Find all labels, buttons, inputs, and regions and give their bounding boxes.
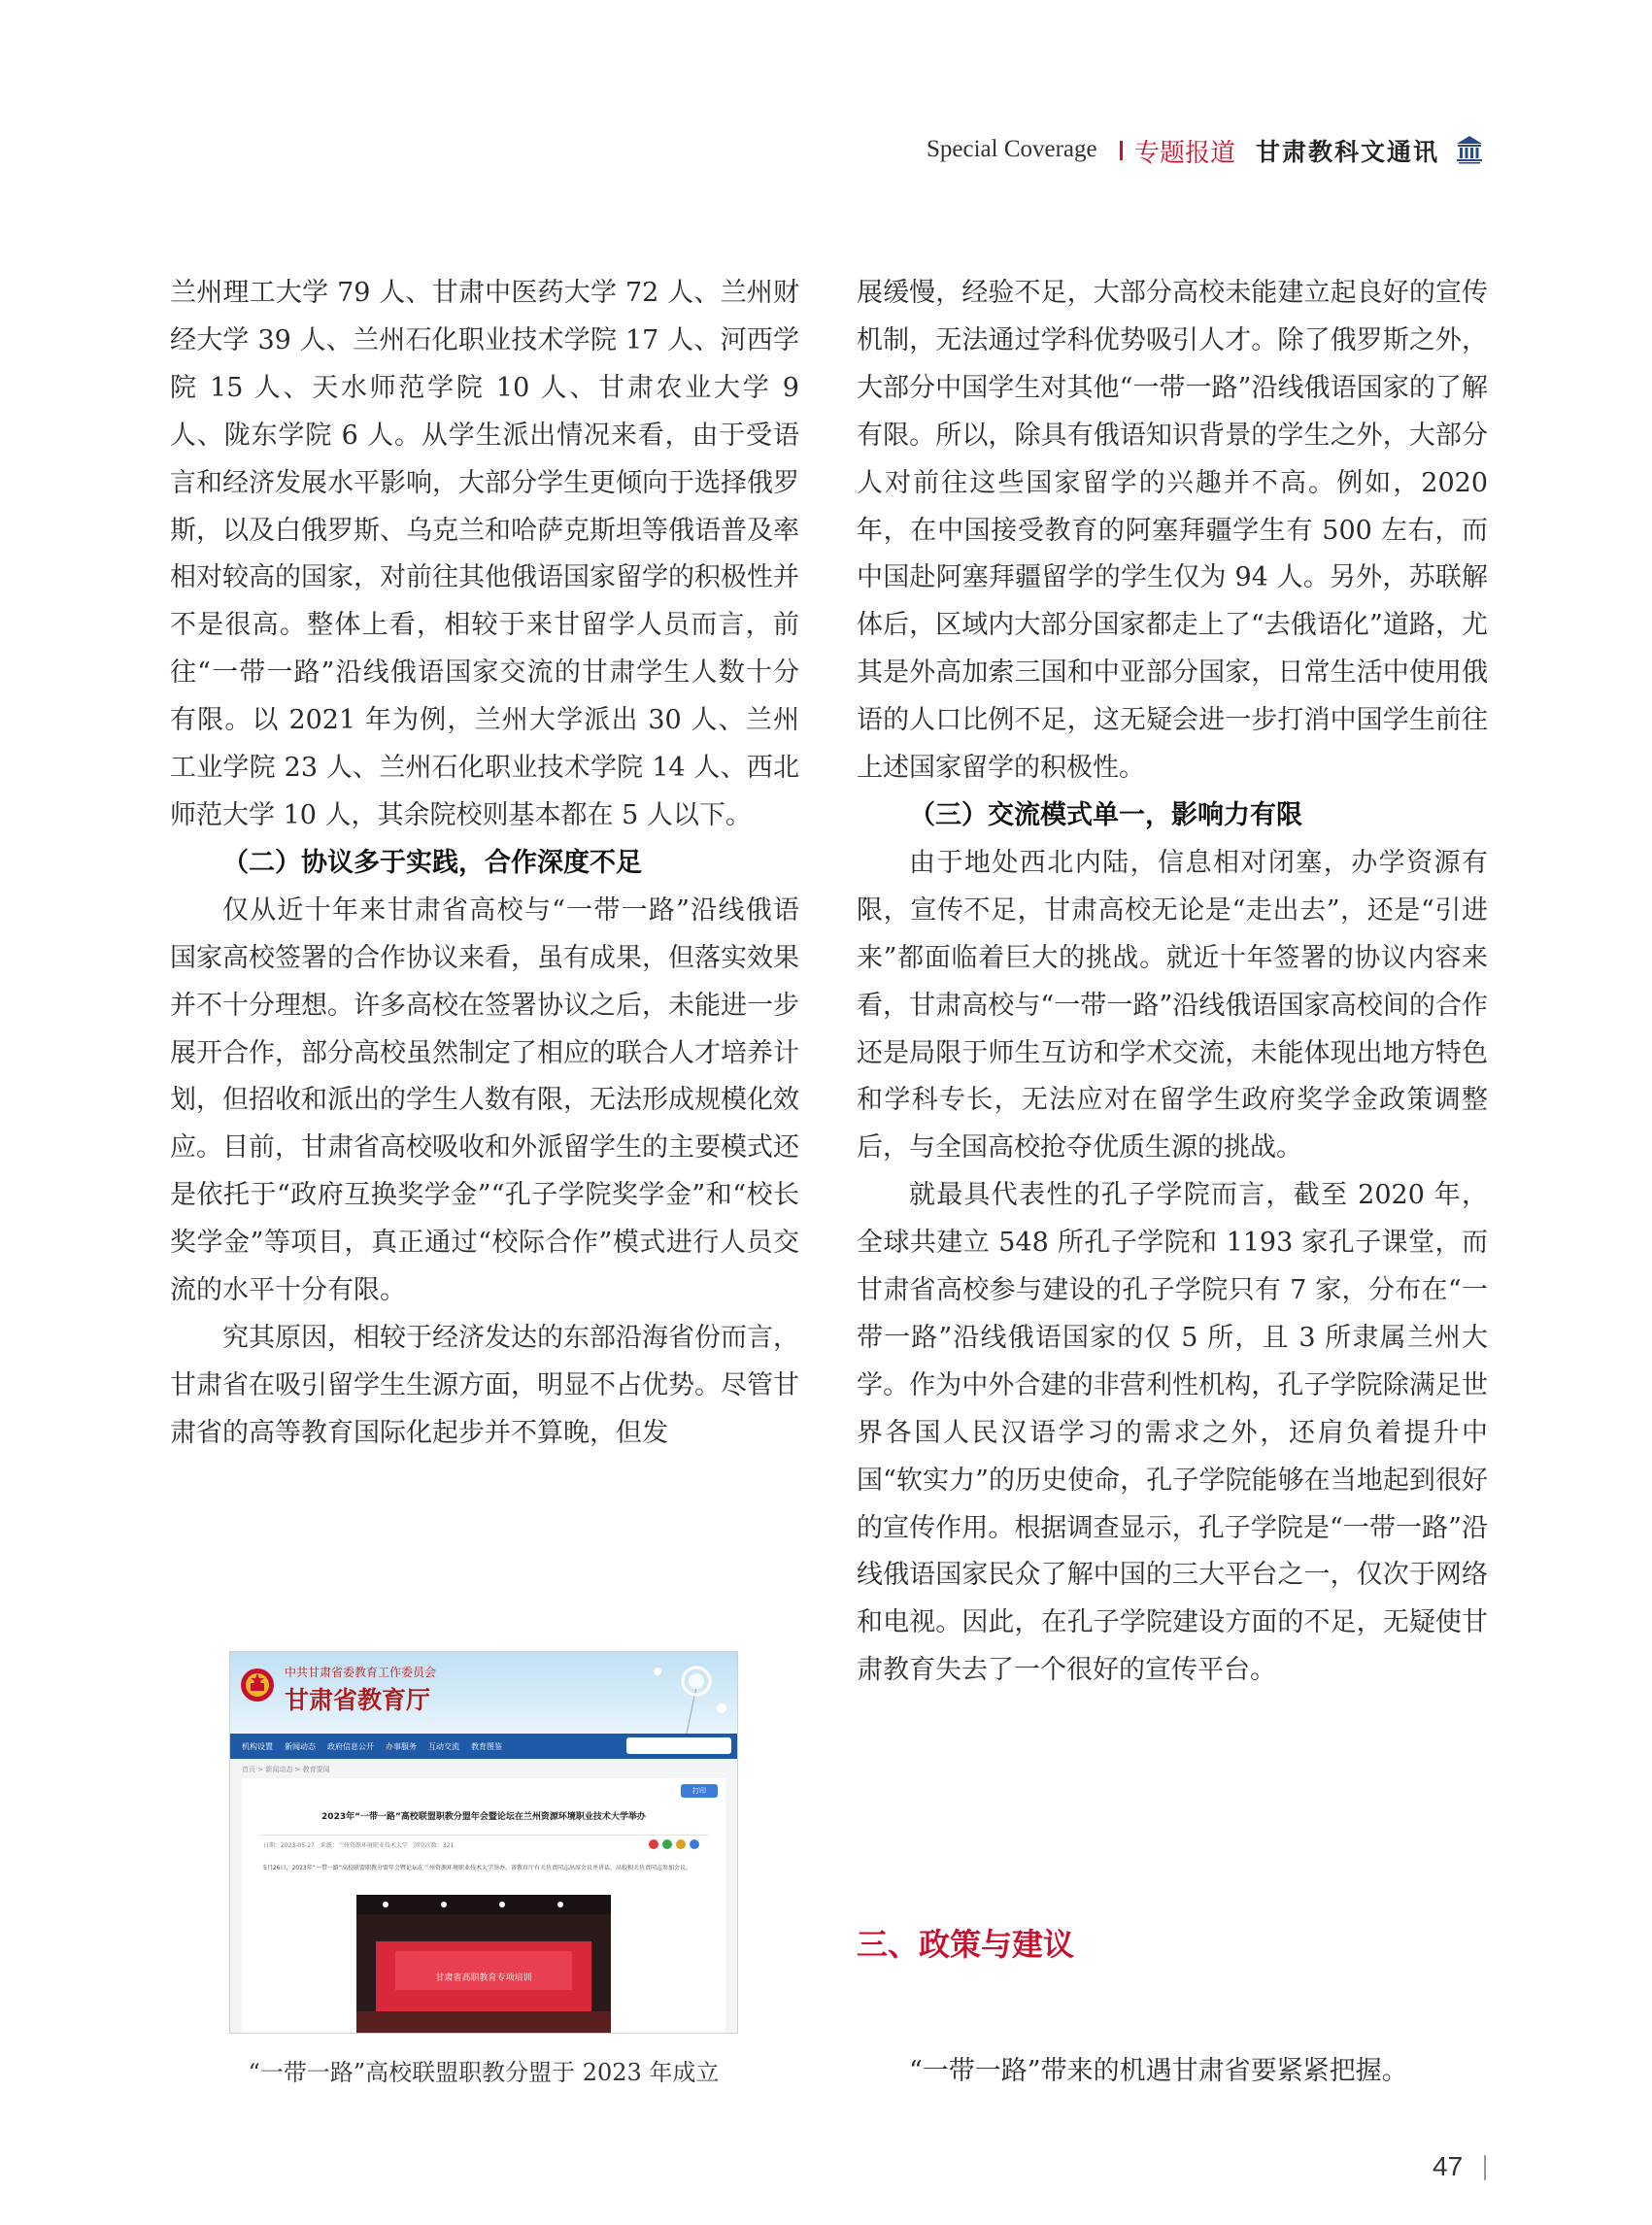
paragraph: “一带一路”带来的机遇甘肃省要紧紧把握。	[909, 2056, 1408, 2086]
event-photo	[356, 1895, 611, 2033]
share-icons	[648, 1838, 706, 1850]
search-icon: ⌕	[723, 1740, 727, 1749]
paragraph: 展缓慢，经验不足，大部分高校未能建立起良好的宣传机制，无法通过学科优势吸引人才。除了俄罗斯之外，大部分中国学生对其他“一带一路”沿线俄语国家的了解有限。所以，除具有俄语知识背景的学生之外，大部分人对前往这些国家留学的兴趣并不高。例如，2020 年，在中国接受教育的阿塞拜疆学生有 500 左右，而中国赴阿塞拜疆留学的学生仅为 94 人。另外，苏联解体后，区域内大部分国家都走上了“去俄语化”道路，尤其是外高加索三国和中亚部分国家，日常生活中使用俄语的人口比例不足，这无疑会进一步打消中国学生前往上述国家留学的积极性。	[857, 278, 1488, 784]
header-divider	[1120, 141, 1123, 160]
article-meta: 日期：2023-05-27 来源：兰州资源环境职业技术大学 浏览次数：321	[263, 1842, 455, 1849]
article-body: 5月26日，2023年“一带一路”高校联盟职教分盟年会暨论坛在兰州资源环境职业技术大学举办。省教育厅有关负责同志出席会议并讲话，高校相关负责同志参加会议。	[263, 1865, 691, 1871]
breadcrumb: 首页 > 新闻动态 > 教育要闻	[242, 1766, 330, 1773]
paragraph: 由于地处西北内陆，信息相对闭塞，办学资源有限，宣传不足，甘肃高校无论是“走出去”，还是“引进来”都面临着巨大的挑战。就近十年签署的协议内容来看，甘肃高校与“一带一路”沿线俄语国家高校间的合作还是局限于师生互访和学术交流，未能体现出地方特色和学科专长，无法应对在留学生政府奖学金政策调整后，与全国高校抢夺优质生源的挑战。	[857, 847, 1488, 1163]
paragraph: 兰州理工大学 79 人、甘肃中医药大学 72 人、兰州财经大学 39 人、兰州石化职业技术学院 17 人、河西学院 15 人、天水师范学院 10 人、甘肃农业大学 9 人、陇东学院 6 人。从学生派出情况来看，由于受语言和经济发展水平影响，大部分学生更倾向于选择俄罗斯，以及白俄罗斯、乌克兰和哈萨克斯坦等俄语普及率相对较高的国家，对前往其他俄语国家留学的积极性并不是很高。整体上看，相较于来甘留学人员而言，前往“一带一路”沿线俄语国家交流的甘肃学生人数十分有限。以 2021 年为例，兰州大学派出 30 人、兰州工业学院 23 人、兰州石化职业技术学院 14 人、西北师范大学 10 人，其余院校则基本都在 5 人以下。	[170, 278, 799, 830]
subsection-heading: （三）交流模式单一，影响力有限	[909, 799, 1302, 830]
article-page	[242, 1778, 725, 2033]
section-name-en: Special Coverage	[927, 136, 1097, 162]
nav-item: 互动交流	[428, 1741, 459, 1751]
site-nav-bar	[230, 1734, 737, 1759]
nav-item: 教育图鉴	[471, 1741, 502, 1751]
divider	[259, 1835, 708, 1836]
paragraph: 仅从近十年来甘肃省高校与“一带一路”沿线俄语国家高校签署的合作协议来看，虽有成果，但落实效果并不十分理想。许多高校在签署协议之后，未能进一步展开合作，部分高校虽然制定了相应的联合人才培养计划，但招收和派出的学生人数有限，无法形成规模化效应。目前，甘肃省高校吸收和外派留学生的主要模式还是依托于“政府互换奖学金”“孔子学院奖学金”和“校长奖学金”等项目，真正通过“校际合作”模式进行人员交流的水平十分有限。	[170, 894, 799, 1306]
event-photo-image	[356, 1895, 611, 2033]
publication-name: 甘肃教科文通讯	[1256, 138, 1440, 166]
paragraph: 究其原因，相较于经济发达的东部沿海省份而言，甘肃省在吸引留学生生源方面，明显不占优势。尽管甘肃省的高等教育国际化起步并不算晚，但发	[170, 1322, 799, 1448]
section-heading: 三、政策与建议	[857, 1926, 1075, 1963]
print-button: 打印	[681, 1784, 718, 1798]
nav-item: 机构设置	[242, 1741, 273, 1751]
page-number-bar	[1484, 2155, 1486, 2180]
national-emblem-icon	[238, 1662, 277, 1710]
page-number: 47	[1433, 2151, 1464, 2181]
page-header	[0, 132, 1652, 171]
nav-item: 新闻动态	[285, 1741, 316, 1751]
search-placeholder: 请输入搜索关键字	[644, 1741, 706, 1750]
figure-caption: “一带一路”高校联盟职教分盟于 2023 年成立	[248, 2059, 720, 2086]
section-name-cn: 专题报道	[1134, 139, 1236, 168]
site-search-box	[626, 1737, 731, 1754]
paragraph: 就最具代表性的孔子学院而言，截至 2020 年，全球共建立 548 所孔子学院和 1193 家孔子课堂，而甘肃省高校参与建设的孔子学院只有 7 家，分布在“一带一路”沿线俄语国家的仅 5 所，且 3 所隶属兰州大学。作为中外合建的非营利性机构，孔子学院除满足世界各国人民汉语学习的需求之外，还肩负着提升中国“软实力”的历史使命，孔子学院能够在当地起到很好的宣传作用。根据调查显示，孔子学院是“一带一路”沿线俄语国家民众了解中国的三大平台之一，仅次于网络和电视。因此，在孔子学院建设方面的不足，无疑使甘肃教育失去了一个很好的宣传平台。	[857, 1180, 1488, 1686]
subsection-heading: （二）协议多于实践，合作深度不足	[222, 847, 642, 878]
screenshot-figure	[229, 1651, 738, 2034]
event-banner-text: 甘肃省高职教育专项培训	[435, 1973, 532, 1983]
site-org-name: 中共甘肃省委教育工作委员会	[285, 1666, 437, 1679]
nav-item: 政府信息公开	[327, 1741, 374, 1751]
left-column	[170, 270, 799, 1458]
right-column	[857, 270, 1488, 1695]
dandelion-decoration-icon	[628, 1652, 737, 1734]
site-title: 甘肃省教育厅	[285, 1686, 431, 1714]
nav-item: 办事服务	[386, 1741, 417, 1751]
site-banner	[230, 1652, 737, 1734]
article-title: 2023年“一带一路”高校联盟职教分盟年会暨论坛在兰州资源环境职业技术大学举办	[321, 1812, 646, 1822]
unesco-temple-icon	[1455, 134, 1484, 165]
